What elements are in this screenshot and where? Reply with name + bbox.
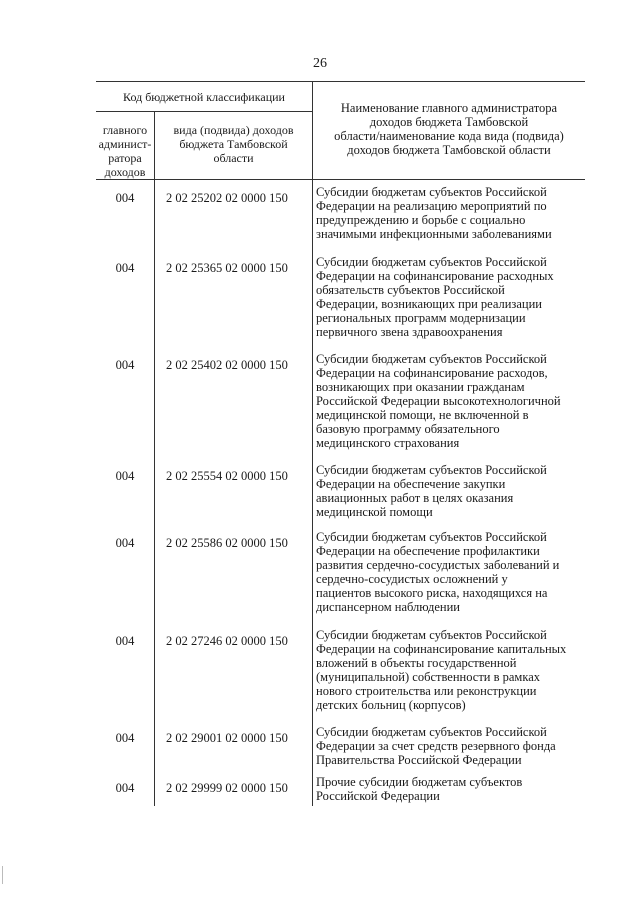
budget-code: 2 02 29001 02 0000 150 [166, 731, 288, 745]
revenue-name [316, 352, 581, 450]
admin-code: 004 [115, 358, 135, 372]
table-top-border [96, 81, 585, 82]
budget-classification-table [96, 81, 585, 806]
group-header-underline [96, 111, 312, 112]
header-line: вида (подвида) доходов [173, 123, 294, 137]
text-line: медицинского страхования [316, 436, 460, 450]
text-line: вложений в объекты государственной [316, 656, 517, 670]
text-line: диспансерном наблюдении [316, 600, 460, 614]
header-line: области [213, 151, 254, 165]
budget-code: 2 02 25365 02 0000 150 [166, 261, 288, 275]
scan-edge-mark [2, 866, 3, 884]
budget-code: 2 02 25402 02 0000 150 [166, 358, 288, 372]
text-line: развития сердечно-сосудистых заболеваний и [316, 558, 560, 572]
column-divider-1 [154, 111, 155, 806]
text-line: детских больниц (корпусов) [316, 698, 466, 712]
text-line: (муниципальной) собственности в рамках [316, 670, 541, 684]
text-line: Субсидии бюджетам субъектов Российской [316, 725, 547, 739]
budget-code: 2 02 25554 02 0000 150 [166, 469, 288, 483]
text-line: Федерации на обеспечение профилактики [316, 544, 540, 558]
text-line: региональных программ модернизации [316, 311, 526, 325]
text-line: Федерации за счет средств резервного фонда [316, 739, 556, 753]
budget-code: 2 02 29999 02 0000 150 [166, 781, 288, 795]
header-line: доходов бюджета Тамбовской [369, 115, 529, 129]
text-line: Федерации на софинансирование расходных [316, 269, 554, 283]
header-code-column [155, 123, 312, 165]
text-line: медицинской помощи, не включенной в [316, 408, 529, 422]
admin-code: 004 [115, 781, 135, 795]
text-line: базовую программу обязательного [316, 422, 500, 436]
text-line: возникающих при оказании гражданам [316, 380, 525, 394]
header-group-label: Код бюджетной классификации [123, 90, 285, 104]
text-line: Субсидии бюджетам субъектов Российской [316, 463, 547, 477]
text-line: Федерации на реализацию мероприятий по [316, 199, 547, 213]
admin-code: 004 [115, 731, 135, 745]
header-line: доходов [104, 165, 146, 179]
page-number: 26 [313, 56, 327, 71]
text-line: сердечно-сосудистых осложнений у [316, 572, 508, 586]
header-line: админист- [98, 137, 152, 151]
header-line: бюджета Тамбовской [179, 137, 288, 151]
text-line: Федерации на софинансирование расходов, [316, 366, 548, 380]
admin-code: 004 [115, 469, 135, 483]
text-line: авиационных работ в целях оказания [316, 491, 514, 505]
budget-code: 2 02 25586 02 0000 150 [166, 536, 288, 550]
text-line: пациентов высокого риска, находящихся на [316, 586, 548, 600]
header-line: главного [102, 123, 148, 137]
text-line: Правительства Российской Федерации [316, 753, 522, 767]
header-line: доходов бюджета Тамбовской области [347, 143, 551, 157]
text-line: предупреждению и борьбе с социально [316, 213, 526, 227]
revenue-name [316, 463, 581, 519]
text-line: медицинской помощи [316, 505, 433, 519]
revenue-name [316, 775, 581, 803]
header-line: области/наименование кода вида (подвида) [334, 129, 564, 143]
text-line: Субсидии бюджетам субъектов Российской [316, 530, 547, 544]
header-bottom-border [96, 179, 585, 180]
admin-code: 004 [115, 536, 135, 550]
admin-code: 004 [115, 261, 135, 275]
text-line: Российской Федерации высокотехнологичной [316, 394, 561, 408]
text-line: первичного звена здравоохранения [316, 325, 503, 339]
text-line: Субсидии бюджетам субъектов Российской [316, 352, 547, 366]
revenue-name [316, 530, 581, 614]
text-line: Субсидии бюджетам субъектов Российской [316, 185, 547, 199]
admin-code: 004 [115, 634, 135, 648]
text-line: обязательств субъектов Российской [316, 283, 505, 297]
admin-code: 004 [115, 191, 135, 205]
text-line: Прочие субсидии бюджетам субъектов [316, 775, 523, 789]
text-line: Субсидии бюджетам субъектов Российской [316, 628, 547, 642]
text-line: Федерации на обеспечение закупки [316, 477, 506, 491]
header-admin-column [96, 123, 154, 179]
text-line: Федерации, возникающих при реализации [316, 297, 542, 311]
revenue-name [316, 628, 581, 712]
text-line: Федерации на софинансирование капитальных [316, 642, 567, 656]
text-line: нового строительства или реконструкции [316, 684, 537, 698]
text-line: Субсидии бюджетам субъектов Российской [316, 255, 547, 269]
text-line: значимыми инфекционными заболеваниями [316, 227, 552, 241]
header-line: Наименование главного администратора [340, 101, 558, 115]
column-divider-2 [312, 81, 313, 806]
revenue-name [316, 185, 581, 241]
revenue-name [316, 255, 581, 339]
text-line: Российской Федерации [316, 789, 440, 803]
revenue-name [316, 725, 581, 767]
header-line: ратора [108, 151, 142, 165]
header-name-column [313, 101, 585, 157]
budget-code: 2 02 25202 02 0000 150 [166, 191, 288, 205]
budget-code: 2 02 27246 02 0000 150 [166, 634, 288, 648]
